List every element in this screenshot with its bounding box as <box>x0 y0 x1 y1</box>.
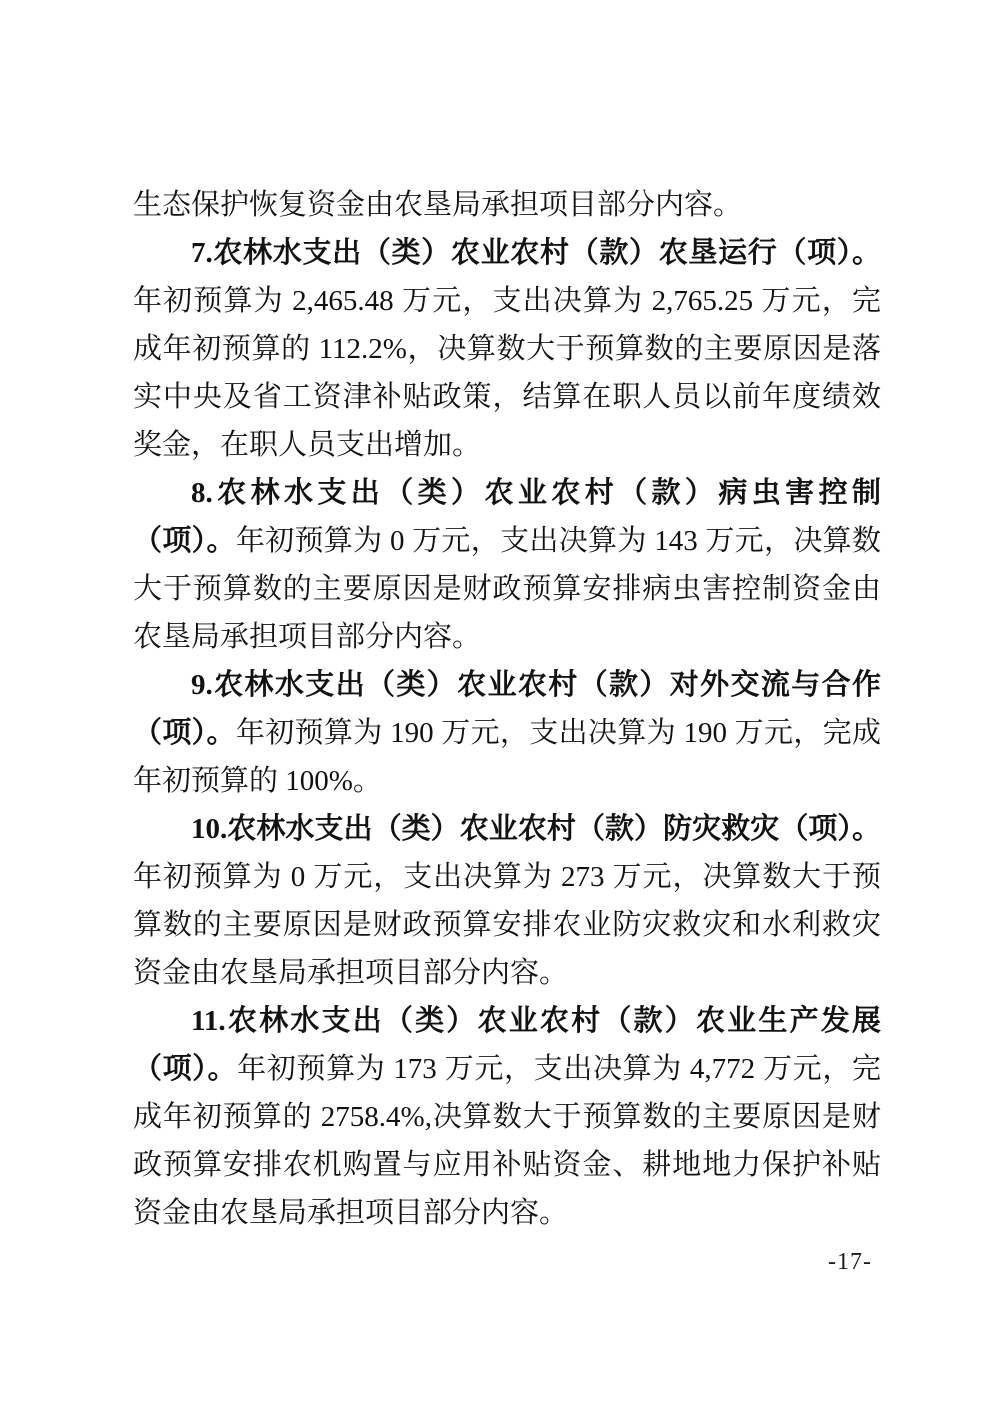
item-heading-segment: 8.农林水支出（类）农业农村（款）病虫害控制（项）。 <box>133 477 881 557</box>
item-heading-segment: 10.农林水支出（类）农业农村（款）防灾救灾（项）。 <box>191 813 881 845</box>
text-block <box>133 181 881 1237</box>
body-text-segment: 年初预算为 173 万元，支出决算为 4,772 万元，完成年初预算的 2758.4%,决算数大于预算数的主要原因是财政预算安排农机购置与应用补贴资金、耕地地力保护补贴资金由农垦局承担项目部分内容。 <box>133 1053 881 1229</box>
body-text-segment: 年初预算为 190 万元，支出决算为 190 万元，完成年初预算的 100%。 <box>133 717 881 797</box>
paragraph <box>133 997 881 1237</box>
body-text-segment: 年初预算为 2,465.48 万元，支出决算为 2,765.25 万元，完成年初预算的 112.2%，决算数大于预算数的主要原因是落实中央及省工资津补贴政策，结算在职人员以前年度绩效奖金，在职人员支出增加。 <box>133 285 881 461</box>
item-heading-segment: 9.农林水支出（类）农业农村（款）对外交流与合作（项）。 <box>133 669 881 749</box>
paragraph <box>133 805 881 997</box>
paragraph <box>133 229 881 469</box>
body-text-segment: 年初预算为 0 万元，支出决算为 273 万元，决算数大于预算数的主要原因是财政预算安排农业防灾救灾和水利救灾资金由农垦局承担项目部分内容。 <box>133 861 881 989</box>
page-number: -17- <box>828 1249 872 1275</box>
paragraph <box>133 661 881 805</box>
body-text-segment: 生态保护恢复资金由农垦局承担项目部分内容。 <box>133 189 743 221</box>
paragraph <box>133 181 881 229</box>
item-heading-segment: 11.农林水支出（类）农业农村（款）农业生产发展（项）。 <box>133 1005 881 1085</box>
paragraph <box>133 469 881 661</box>
body-text-segment: 年初预算为 0 万元，支出决算为 143 万元，决算数大于预算数的主要原因是财政预算安排病虫害控制资金由农垦局承担项目部分内容。 <box>133 525 881 653</box>
item-heading-segment: 7.农林水支出（类）农业农村（款）农垦运行（项）。 <box>191 237 881 269</box>
